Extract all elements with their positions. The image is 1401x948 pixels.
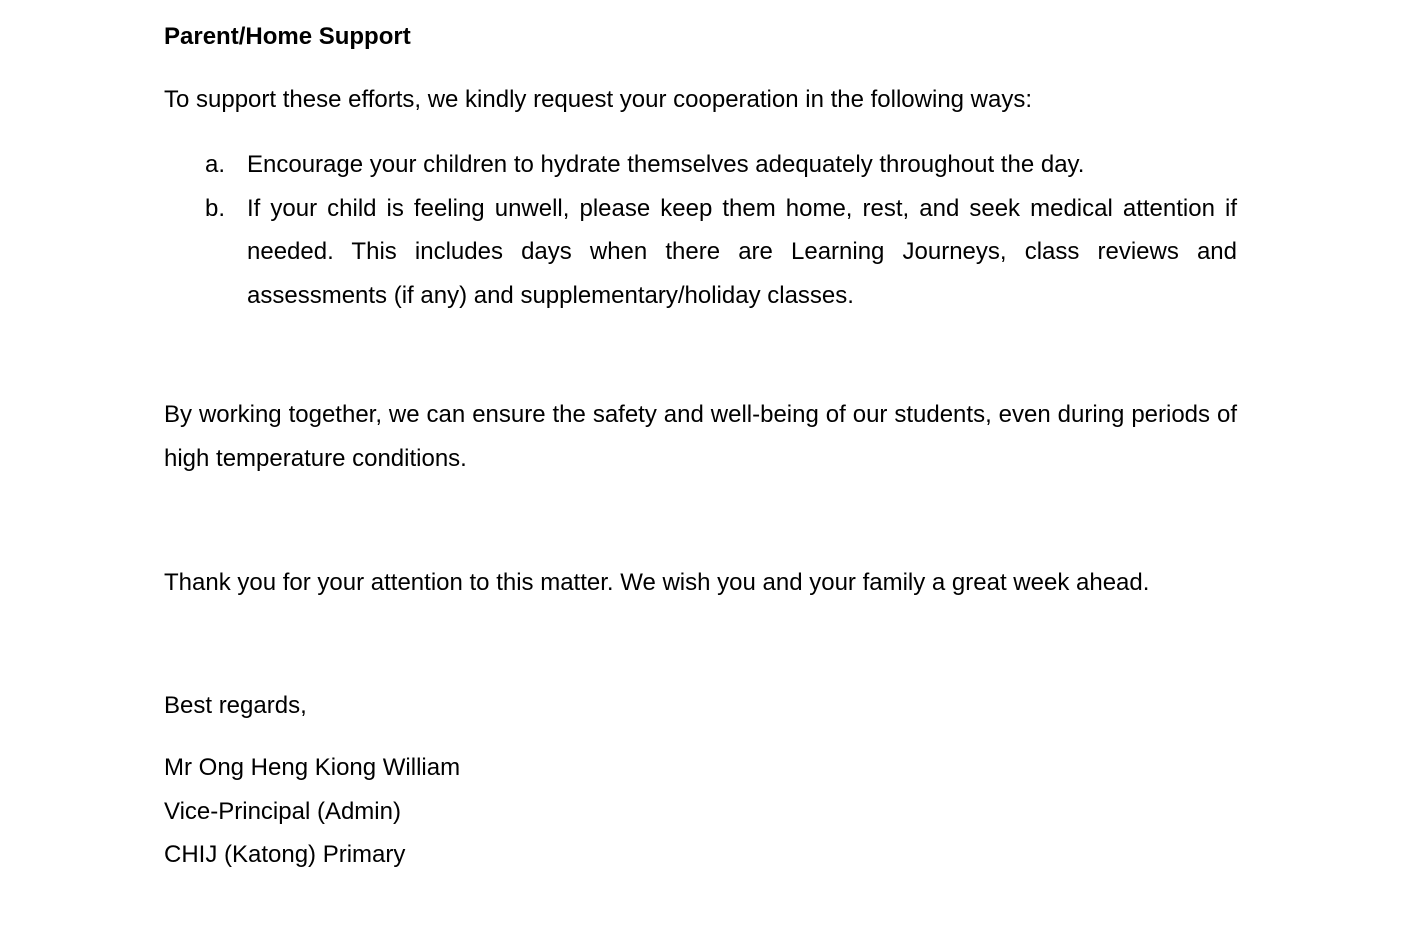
school-name: CHIJ (Katong) Primary (164, 841, 406, 868)
list-marker: b. (205, 194, 226, 222)
list-item-text: Encourage your children to hydrate themselves adequately throughout the day. (247, 151, 1085, 178)
list-item (164, 187, 1237, 318)
closing-salutation: Best regards, (164, 692, 307, 719)
section-heading: Parent/Home Support (164, 23, 411, 50)
list-item (164, 143, 1237, 187)
requests-list (164, 143, 1237, 318)
together-paragraph: By working together, we can ensure the safety and well-being of our students, even during periods of high temperature conditions. (164, 401, 1237, 472)
intro-paragraph: To support these efforts, we kindly request your cooperation in the following ways: (164, 86, 1033, 113)
list-marker: a. (205, 151, 226, 178)
thanks-paragraph: Thank you for your attention to this matter. We wish you and your family a great week ahead. (164, 569, 1150, 596)
signatory-title: Vice-Principal (Admin) (164, 797, 401, 825)
list-item-text: If your child is feeling unwell, please keep them home, rest, and seek medical attention if needed. This includes days when there are Learning Journeys, class reviews and assessments (if any) and supplementary/holiday classes. (247, 194, 1237, 310)
signature-block (164, 746, 460, 877)
signatory-name: Mr Ong Heng Kiong William (164, 754, 461, 781)
